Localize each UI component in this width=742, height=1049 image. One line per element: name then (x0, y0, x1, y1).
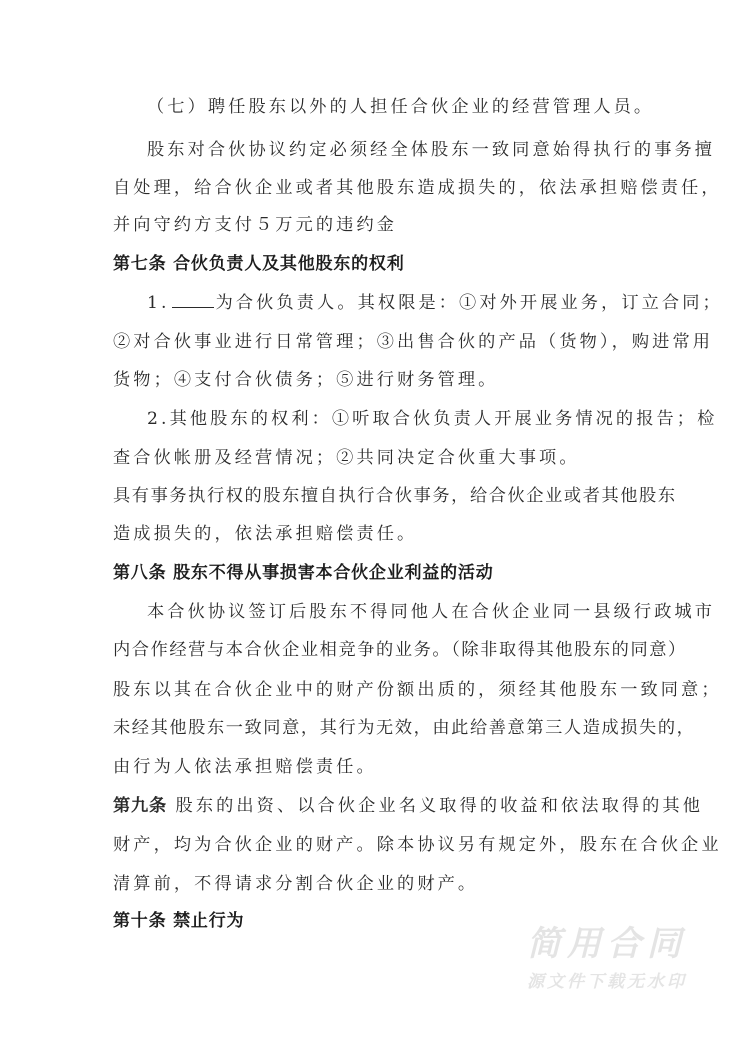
watermark (512, 924, 702, 994)
paragraph-line: 清算前，不得请求分割合伙企业的财产。 (113, 874, 479, 894)
article-7-item-1 (147, 291, 723, 315)
clause-seven-item: （七）聘任股东以外的人担任合伙企业的经营管理人员。 (147, 97, 655, 117)
paragraph-line: 内合作经营与本合伙企业相竞争的业务。（除非取得其他股东的同意） (113, 640, 687, 660)
item-number: 1. (147, 293, 170, 313)
article-7-heading: 第七条 合伙负责人及其他股东的权利 (113, 254, 405, 274)
item-text: 为合伙负责人。其权限是：①对外开展业务，订立合同； (215, 293, 723, 313)
paragraph-line: 具有事务执行权的股东擅自执行合伙事务，给合伙企业或者其他股东 (113, 486, 677, 506)
paragraph-line: 造成损失的，依法承担赔偿责任。 (113, 524, 418, 544)
article-9-heading: 第九条 (113, 796, 167, 816)
watermark-title: 简用合同 (527, 924, 687, 964)
paragraph-line: 股东以其在合伙企业中的财产份额出质的，须经其他股东一致同意； (113, 680, 722, 700)
paragraph-line: 未经其他股东一致同意，其行为无效，由此给善意第三人造成损失的， (113, 718, 696, 738)
watermark-subtitle: 源文件下载无水印 (527, 972, 687, 992)
article-9-text: 股东的出资、以合伙企业名义取得的收益和依法取得的其他 (166, 796, 704, 816)
paragraph-line: 查合伙帐册及经营情况；②共同决定合伙重大事项。 (113, 448, 580, 468)
paragraph-line: 货物；④支付合伙债务；⑤进行财务管理。 (113, 370, 499, 390)
paragraph-line: 并向守约方支付５万元的违约金 (113, 215, 398, 235)
paragraph-line: 财产，均为合伙企业的财产。除本协议另有规定外，股东在合伙企业 (113, 835, 722, 855)
paragraph-line: 由行为人依法承担赔偿责任。 (113, 757, 377, 777)
article-9-line-1 (113, 794, 704, 818)
article-8-heading: 第八条 股东不得从事损害本合伙企业利益的活动 (113, 563, 494, 583)
paragraph-line: 自处理，给合伙企业或者其他股东造成损失的，依法承担赔偿责任， (113, 178, 722, 198)
blank-fill-field[interactable] (172, 291, 214, 308)
article-10-heading: 第十条 禁止行为 (113, 911, 245, 931)
paragraph-line: 股东对合伙协议约定必须经全体股东一致同意始得执行的事务擅 (147, 140, 716, 160)
article-7-item-2: 2.其他股东的权利：①听取合伙负责人开展业务情况的报告；检 (147, 409, 718, 429)
paragraph-line: ②对合伙事业进行日常管理；③出售合伙的产品（货物），购进常用 (113, 332, 714, 352)
paragraph-line: 本合伙协议签订后股东不得同他人在合伙企业同一县级行政城市 (147, 602, 716, 622)
